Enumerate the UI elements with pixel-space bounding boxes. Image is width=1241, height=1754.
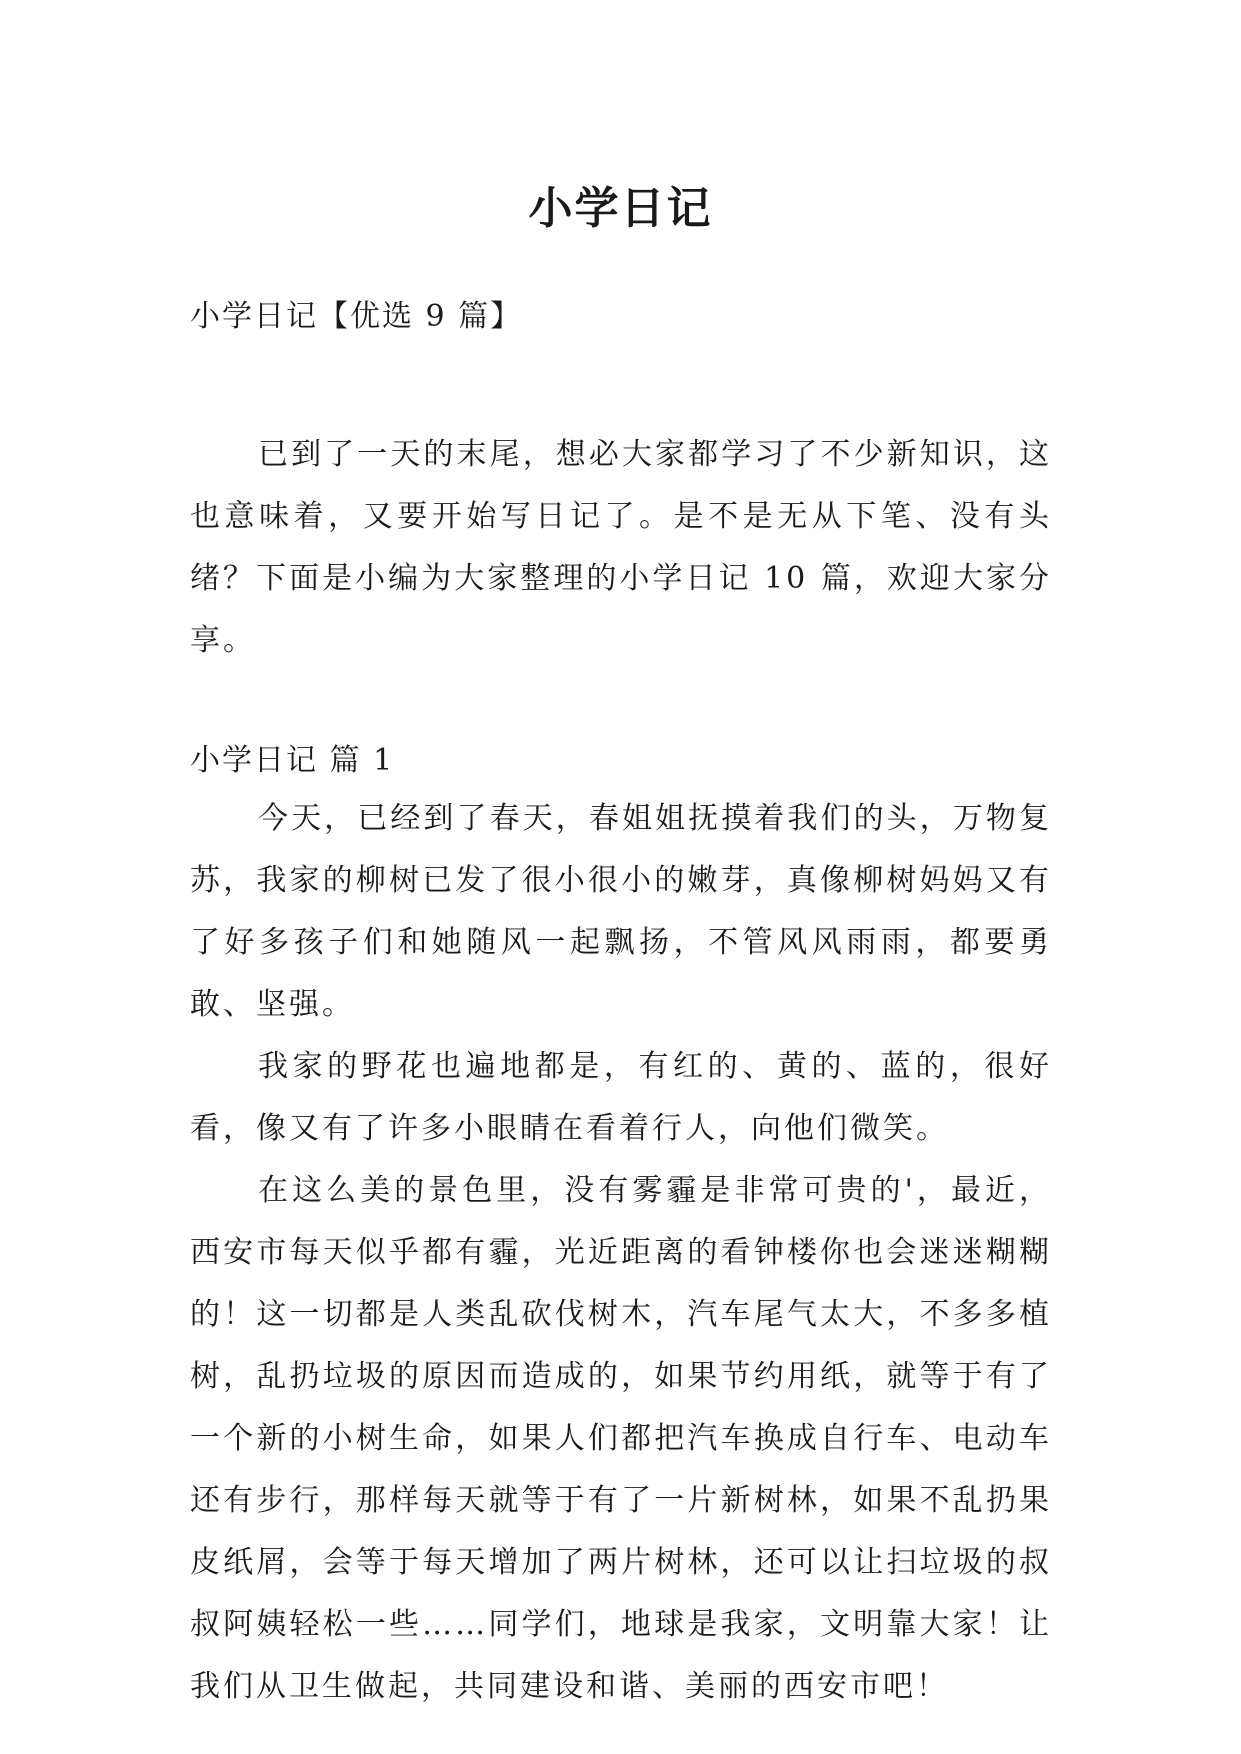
intro-paragraph: 已到了一天的末尾，想必大家都学习了不少新知识，这也意味着，又要开始写日记了。是不是无从下笔、没有头绪？下面是小编为大家整理的小学日记 10 篇，欢迎大家分享。 <box>190 437 1052 658</box>
document-subtitle: 小学日记【优选 9 篇】 <box>190 299 523 334</box>
document-body <box>190 290 1052 1718</box>
body-paragraph: 在这么美的景色里，没有雾霾是非常可贵的'，最近，西安市每天似乎都有霾，光近距离的看钟楼你也会迷迷糊糊的！这一切都是人类乱砍伐树木，汽车尾气太大，不多多植树，乱扔垃圾的原因而造成的，如果节约用纸，就等于有了一个新的小树生命，如果人们都把汽车换成自行车、电动车还有步行，那样每天就等于有了一片新树林，如果不乱扔果皮纸屑，会等于每天增加了两片树林，还可以让扫垃圾的叔叔阿姨轻松一些……同学们，地球是我家，文明靠大家！让我们从卫生做起，共同建设和谐、美丽的西安市吧！ <box>190 1173 1052 1704</box>
page-title: 小学日记 <box>528 183 713 235</box>
body-paragraph: 我家的野花也遍地都是，有红的、黄的、蓝的，很好看，像又有了许多小眼睛在看着行人，向他们微笑。 <box>190 1049 1052 1146</box>
body-paragraph: 今天，已经到了春天，春姐姐抚摸着我们的头，万物复苏，我家的柳树已发了很小很小的嫩芽，真像柳树妈妈又有了好多孩子们和她随风一起飘扬，不管风风雨雨，都要勇敢、坚强。 <box>190 801 1052 1022</box>
section-heading: 小学日记 篇 1 <box>190 743 395 778</box>
